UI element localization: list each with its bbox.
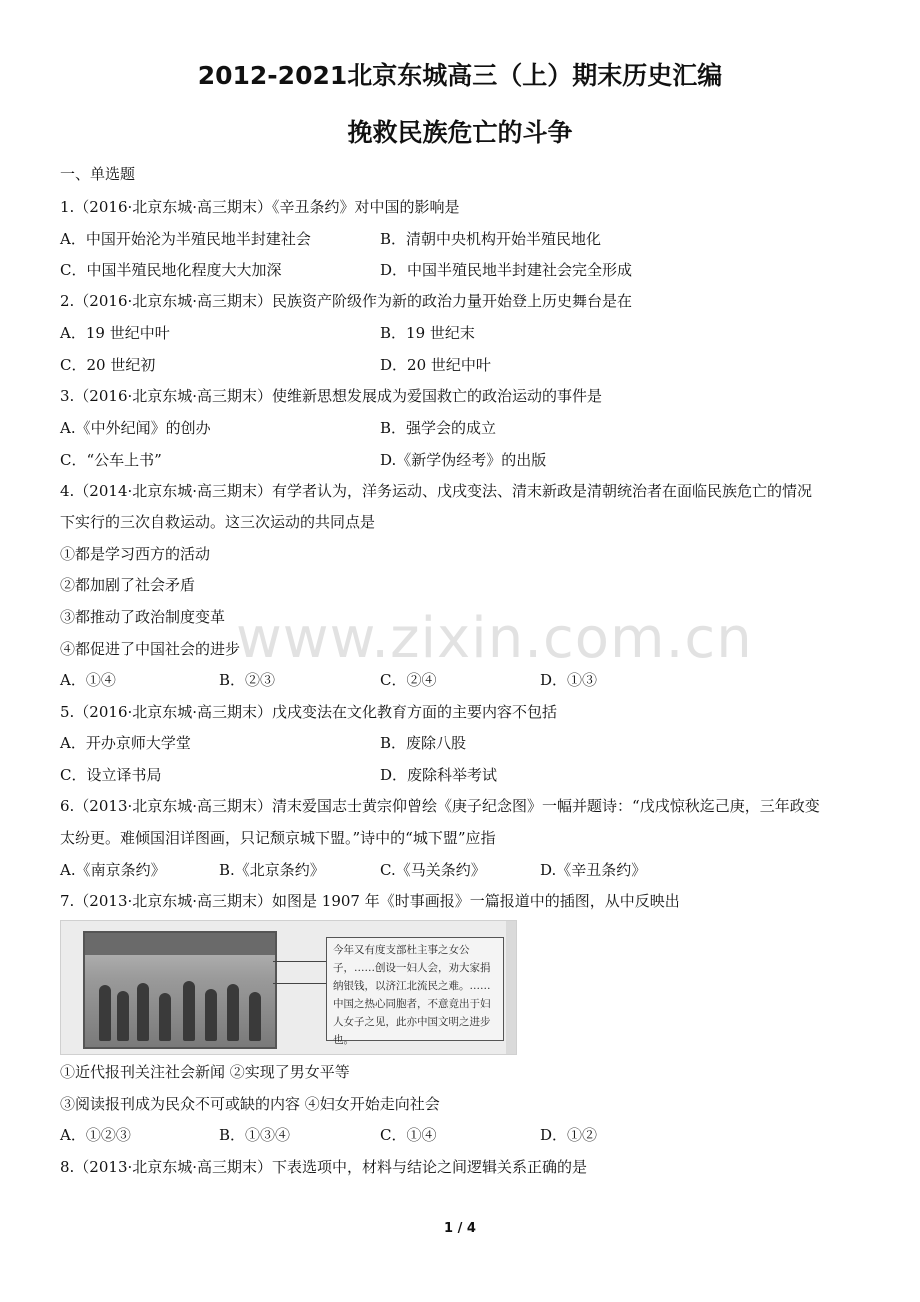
q7-option-b: B．①③④ (219, 1126, 291, 1144)
q1-option-a: A．中国开始沦为半殖民地半封建社会 (60, 230, 311, 248)
q2-option-c: C．20 世纪初 (60, 356, 156, 374)
q2-option-a: A．19 世纪中叶 (60, 324, 170, 342)
q4-statement-2: ②都加剧了社会矛盾 (60, 576, 196, 594)
q3-option-d: D.《新学伪经考》的出版 (380, 451, 547, 469)
q7-option-a: A．①②③ (60, 1126, 131, 1144)
question-4-stem-line1: 4.（2014·北京东城·高三期末）有学者认为，洋务运动、戊戌变法、清末新政是清朝统治者在面临民族危亡的情况 (60, 482, 813, 500)
q5-option-d: D．废除科举考试 (380, 766, 498, 784)
q4-option-b: B．②③ (219, 671, 276, 689)
question-6-stem-line1: 6.（2013·北京东城·高三期末）清末爱国志士黄宗仰曾绘《庚子纪念图》一幅并题诗：“戊戌惊秋迄己庚，三年政变 (60, 797, 820, 815)
newspaper-illustration (60, 920, 517, 1055)
question-7-stem: 7.（2013·北京东城·高三期末）如图是 1907 年《时事画报》一篇报道中的插图，从中反映出 (60, 892, 680, 910)
illustration-scene (83, 931, 277, 1049)
q6-option-c: C.《马关条约》 (380, 861, 486, 879)
q3-option-a: A.《中外纪闻》的创办 (60, 419, 211, 437)
q5-option-b: B．废除八股 (380, 734, 467, 752)
question-5-stem: 5.（2016·北京东城·高三期末）戊戌变法在文化教育方面的主要内容不包括 (60, 703, 558, 721)
q6-option-d: D.《辛丑条约》 (540, 861, 647, 879)
q1-option-c: C．中国半殖民地化程度大大加深 (60, 261, 282, 279)
q4-statement-3: ③都推动了政治制度变革 (60, 608, 226, 626)
q3-option-b: B．强学会的成立 (380, 419, 497, 437)
q4-option-a: A．①④ (60, 671, 116, 689)
question-4-stem-line2: 下实行的三次自救运动。这三次运动的共同点是 (60, 513, 376, 531)
q1-option-b: B．清朝中央机构开始半殖民地化 (380, 230, 602, 248)
q6-option-b: B.《北京条约》 (219, 861, 325, 879)
question-2-stem: 2.（2016·北京东城·高三期末）民族资产阶级作为新的政治力量开始登上历史舞台是在 (60, 292, 633, 310)
q7-option-d: D．①② (540, 1126, 598, 1144)
q1-option-d: D．中国半殖民地半封建社会完全形成 (380, 261, 633, 279)
q3-option-c: C．“公车上书” (60, 451, 162, 469)
question-8-stem: 8.（2013·北京东城·高三期末）下表选项中，材料与结论之间逻辑关系正确的是 (60, 1158, 588, 1176)
q2-option-d: D．20 世纪中叶 (380, 356, 491, 374)
q5-option-c: C．设立译书局 (60, 766, 162, 784)
q5-option-a: A．开办京师大学堂 (60, 734, 191, 752)
q7-statements-line2: ③阅读报刊成为民众不可或缺的内容 ④妇女开始走向社会 (60, 1095, 440, 1113)
q4-option-d: D．①③ (540, 671, 598, 689)
q4-statement-1: ①都是学习西方的活动 (60, 545, 211, 563)
question-1-stem: 1.（2016·北京东城·高三期末）《辛丑条约》对中国的影响是 (60, 198, 460, 216)
question-6-stem-line2: 太纷更。难倾国泪详图画，只记颓京城下盟。”诗中的“城下盟”应指 (60, 829, 496, 847)
watermark: www.zixin.com.cn (236, 606, 753, 671)
document-title: 2012-2021北京东城高三（上）期末历史汇编 (197, 61, 723, 90)
q7-statements-line1: ①近代报刊关注社会新闻 ②实现了男女平等 (60, 1063, 350, 1081)
document-subtitle: 挽救民族危亡的斗争 (347, 118, 573, 147)
q4-statement-4: ④都促进了中国社会的进步 (60, 640, 241, 658)
q6-option-a: A.《南京条约》 (60, 861, 166, 879)
illustration-caption-box: 今年又有度支部杜主事之女公子，……创设一妇人会，劝大家捐纳银钱，以济江北流民之难。……中国之热心同胞者，不意竟出于妇人女子之见，此亦中国文明之进步也。 (326, 937, 504, 1041)
q2-option-b: B．19 世纪末 (380, 324, 475, 342)
page-number: 1 / 4 (444, 1221, 476, 1236)
question-3-stem: 3.（2016·北京东城·高三期末）使维新思想发展成为爱国救亡的政治运动的事件是 (60, 387, 603, 405)
q7-option-c: C．①④ (380, 1126, 437, 1144)
q4-option-c: C．②④ (380, 671, 437, 689)
section-heading: 一、单选题 (60, 165, 136, 183)
